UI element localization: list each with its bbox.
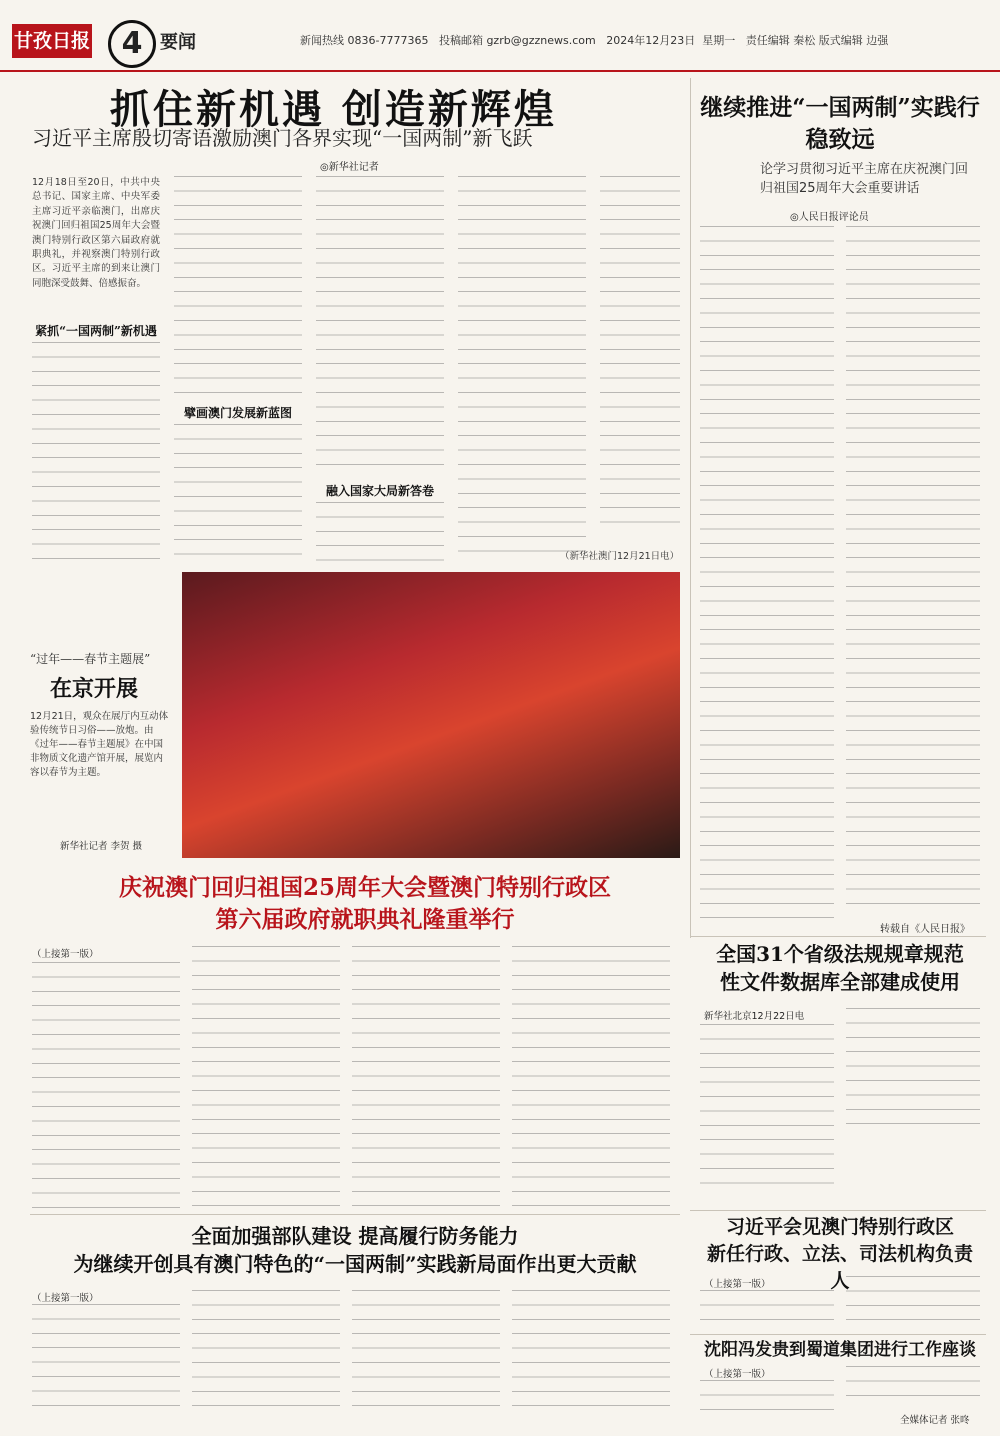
section-divider-2 xyxy=(690,1210,986,1211)
main-news-column-2 xyxy=(192,946,340,1208)
meeting-title-line-2: 新任行政、立法、司法机构负责人 xyxy=(706,1243,973,1292)
editorial-signoff: 转载自《人民日报》 xyxy=(880,924,970,935)
army-column-3 xyxy=(352,1290,500,1416)
editorial-title: 继续推进“一国两制”实践行稳致远 xyxy=(700,94,980,153)
lead-body-column-3b xyxy=(316,502,444,564)
shen-credit: 全媒体记者 张咚 xyxy=(900,1415,970,1426)
lead-body-column-3 xyxy=(316,176,444,476)
newspaper-logo: 甘孜日报 xyxy=(12,24,92,58)
lead-body-column-5 xyxy=(600,176,680,536)
lead-dateline: （新华社澳门12月21日电） xyxy=(560,551,680,562)
section-divider xyxy=(690,936,986,937)
masthead-info xyxy=(300,32,888,48)
photo-caption-text: 12月21日，观众在展厅内互动体验传统节日习俗——放炮。由《过年——春节主题展》在中国非物质文化遗产馆开展，展览内容以春节为主题。 xyxy=(30,711,169,778)
army-title-line-1: 全面加强部队建设 提高履行防务能力 xyxy=(191,1224,519,1248)
lead-subhead-1: 紧抓“一国两制”新机遇 xyxy=(35,324,157,338)
shen-title: 沈阳冯发贵到蜀道集团进行工作座谈 xyxy=(704,1340,976,1360)
main-news-title-line-1: 庆祝澳门回归祖国25周年大会暨澳门特别行政区 xyxy=(118,874,611,901)
section-label: 要闻 xyxy=(160,32,196,53)
section-divider-3 xyxy=(690,1334,986,1335)
meeting-title-line-1: 习近平会见澳门特别行政区 xyxy=(725,1216,954,1238)
shen-column-1 xyxy=(700,1380,834,1420)
database-title-line-1: 全国31个省级法规规章规范 xyxy=(716,942,964,966)
lead-subhead-3: 融入国家大局新答卷 xyxy=(325,484,434,498)
lead-body-column-2b xyxy=(174,424,302,564)
main-news-column-4 xyxy=(512,946,670,1208)
editorial-subtitle: 论学习贯彻习近平主席在庆祝澳门回归祖国25周年大会重要讲话 xyxy=(760,162,969,196)
date: 2024年12月23日 xyxy=(606,34,696,47)
photo-caption-title: “过年——春节主题展” xyxy=(30,652,151,666)
lead-byline: ◎新华社记者 xyxy=(320,162,379,173)
page-number: 4 xyxy=(108,20,156,68)
lead-paragraph: 12月18日至20日，中共中央总书记、国家主席、中央军委主席习近平亲临澳门，出席庆祝澳门回归祖国25周年大会暨澳门特别行政区第六届政府就职典礼，并视察澳门特别行政区。习近平主席的到来让澳门同胞深受鼓舞、倍感振奋。 xyxy=(32,177,160,289)
lead-title: 抓住新机遇 创造新辉煌 xyxy=(110,86,557,133)
database-lead-in: 新华社北京12月22日电 xyxy=(704,1011,805,1022)
main-news-title-line-2: 第六届政府就职典礼隆重举行 xyxy=(215,906,515,933)
database-column-2 xyxy=(846,1008,980,1128)
army-column-1 xyxy=(32,1304,180,1416)
weekday: 星期一 xyxy=(702,34,736,47)
lead-body-column-4 xyxy=(458,176,586,564)
lead-subtitle: 习近平主席殷切寄语激励澳门各界实现“一国两制”新飞跃 xyxy=(32,126,533,150)
main-news-lead-in: （上接第一版） xyxy=(32,949,99,960)
hotline: 新闻热线 0836-7777365 xyxy=(300,34,429,47)
photo-credit: 新华社记者 李贺 摄 xyxy=(60,841,143,852)
shen-column-2 xyxy=(846,1366,980,1406)
shen-lead-in: （上接第一版） xyxy=(704,1369,771,1380)
masthead xyxy=(0,0,1000,72)
festival-photo xyxy=(182,572,680,858)
editorial-byline: ◎人民日报评论员 xyxy=(790,212,869,223)
database-column-1 xyxy=(700,1024,834,1192)
army-column-2 xyxy=(192,1290,340,1416)
lead-body-column-2 xyxy=(174,176,302,398)
main-news-column-1 xyxy=(32,962,180,1208)
army-lead-in: （上接第一版） xyxy=(32,1293,99,1304)
email: 投稿邮箱 gzrb@gzznews.com xyxy=(438,34,596,47)
meeting-column-2 xyxy=(846,1276,980,1330)
section-divider-4 xyxy=(30,1214,680,1215)
main-news-column-3 xyxy=(352,946,500,1208)
editorial-body-column-1 xyxy=(700,226,834,926)
lead-subhead-2: 擘画澳门发展新蓝图 xyxy=(183,406,292,420)
army-title-line-2: 为继续开创具有澳门特色的“一国两制”实践新局面作出更大贡献 xyxy=(73,1252,637,1276)
meeting-column-1 xyxy=(700,1290,834,1330)
lead-body-column-1 xyxy=(32,342,160,564)
column-divider xyxy=(690,78,691,938)
meeting-lead-in: （上接第一版） xyxy=(704,1279,771,1290)
editors: 责任编辑 秦松 版式编辑 边强 xyxy=(745,34,889,47)
database-title-line-2: 性文件数据库全部建成使用 xyxy=(720,970,960,994)
army-column-4 xyxy=(512,1290,670,1416)
photo-caption-main: 在京开展 xyxy=(50,676,139,702)
editorial-body-column-2 xyxy=(846,226,980,916)
